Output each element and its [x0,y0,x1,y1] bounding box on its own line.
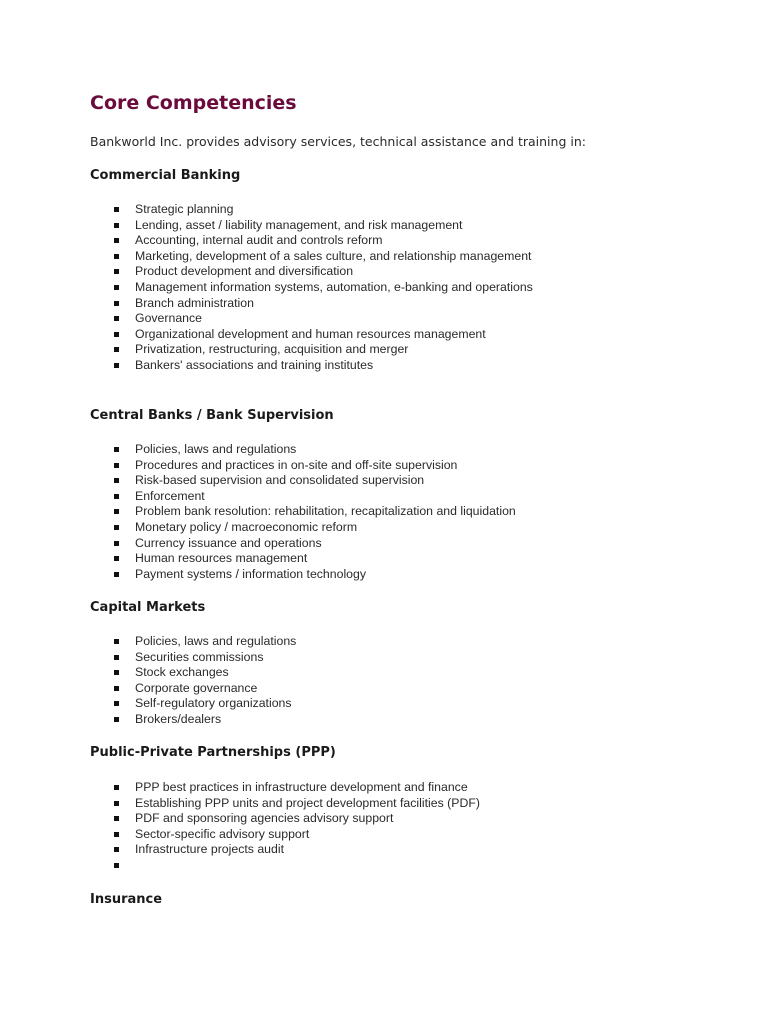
section-heading-insurance: Insurance [90,892,163,907]
section-heading-ppp: Public-Private Partnerships (PPP) [90,745,336,760]
square-bullet-icon [114,832,119,837]
square-bullet-icon [114,785,119,790]
square-bullet-icon [114,494,119,499]
square-bullet-icon [114,670,119,675]
square-bullet-icon [114,863,119,868]
section-heading-commercial-banking: Commercial Banking [90,168,241,183]
intro-paragraph: Bankworld Inc. provides advisory services, technical assistance and training in: [90,134,586,149]
square-bullet-icon [114,463,119,468]
square-bullet-icon [114,541,119,546]
square-bullet-icon [114,509,119,514]
square-bullet-icon [114,363,119,368]
square-bullet-icon [114,223,119,228]
section-heading-capital-markets: Capital Markets [90,600,206,615]
square-bullet-icon [114,301,119,306]
square-bullet-icon [114,717,119,722]
square-bullet-icon [114,701,119,706]
document-page: Core Competencies Bankworld Inc. provides advisory services, technical assistance and training in: Commercial Banking Strategic planning Lending, asset / liability management, and risk management Accounting, internal audit and controls reform Marketing, development of a sales culture, and relationship management Product development and diversification Management information systems, automation, e-banking and operations Branch administration Governance Organizational development and human resources management Privatization, restructuring, acquisition and merger Bankers' associations and training institutes Central Banks / Bank Supervision Policies, laws and regulations Procedures and practices in on-site and off-site supervision Risk-based supervision and consolidated supervision Enforcement Problem bank resolution: rehabilitation, recapitalization and liquidation Monetary policy / macroeconomic reform Currency issuance and operations Human resources management Payment systems / information technology Capital Markets Policies, laws and regulations Securities commissions Stock exchanges Corporate governance Self-regulatory organizations Brokers/dealers Public-Private Partnerships (PPP) PPP best practices in infrastructure development and finance Establishing PPP units and project development facilities (PDF) PDF and sponsoring agencies advisory support Sector-specific advisory support Infrastructure projects audit Insurance [90,92,586,907]
square-bullet-icon [114,801,119,806]
square-bullet-icon [114,816,119,821]
square-bullet-icon [114,316,119,321]
square-bullet-icon [114,572,119,577]
square-bullet-icon [114,478,119,483]
square-bullet-icon [114,525,119,530]
square-bullet-icon [114,655,119,660]
square-bullet-icon [114,686,119,691]
square-bullet-icon [114,254,119,259]
section-heading-central-banks: Central Banks / Bank Supervision [90,408,334,423]
square-bullet-icon [114,347,119,352]
square-bullet-icon [114,285,119,290]
page-title: Core Competencies [90,92,297,114]
square-bullet-icon [114,238,119,243]
square-bullet-icon [114,639,119,644]
square-bullet-icon [114,332,119,337]
square-bullet-icon [114,556,119,561]
square-bullet-icon [114,207,119,212]
square-bullet-icon [114,447,119,452]
square-bullet-icon [114,269,119,274]
square-bullet-icon [114,847,119,852]
